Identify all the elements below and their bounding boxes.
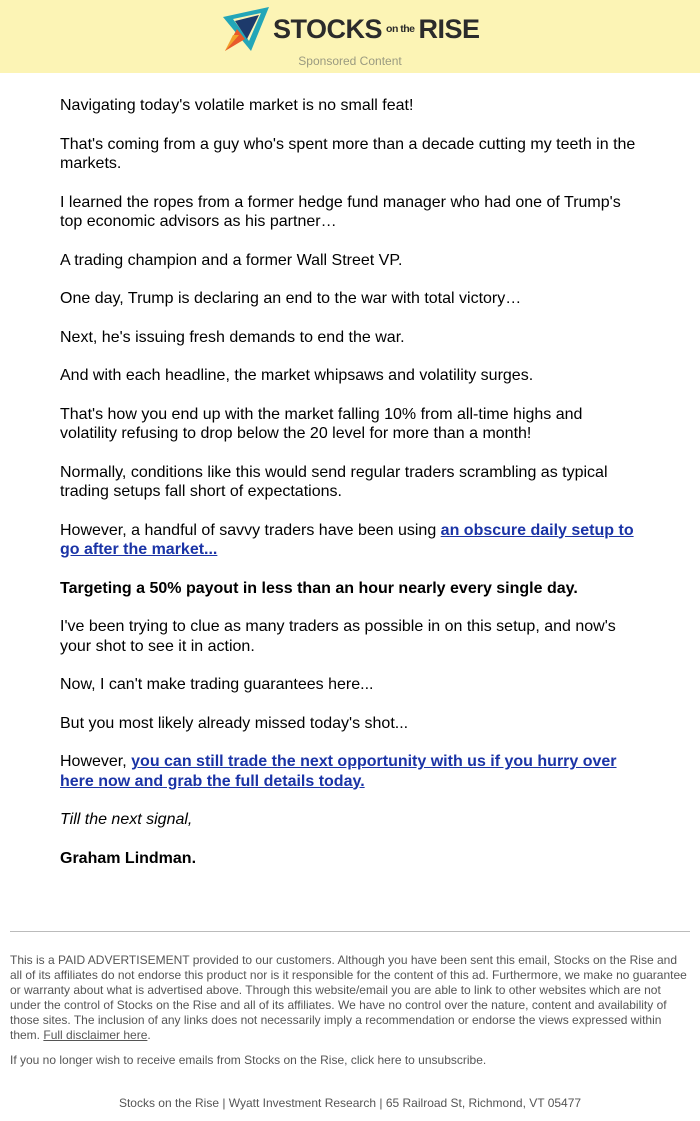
paragraph: That's coming from a guy who's spent more than a decade cutting my teeth in the markets. xyxy=(60,135,636,172)
signoff: Till the next signal, xyxy=(60,811,193,828)
paragraph-text: However, xyxy=(60,753,132,770)
paragraph: But you most likely already missed today's shot... xyxy=(60,714,409,732)
paragraph: A trading champion and a former Wall Street VP. xyxy=(60,251,403,269)
stocks-on-the-rise-logo[interactable] xyxy=(221,5,483,53)
paragraph-with-link xyxy=(60,521,640,560)
footer-address: Stocks on the Rise | Wyatt Investment Research | 65 Railroad St, Richmond, VT 05477 xyxy=(118,1096,582,1110)
paragraph: And with each headline, the market whipsaws and volatility surges. xyxy=(60,367,534,384)
brand-stocks: STOCKS xyxy=(273,13,383,44)
brand-wordmark xyxy=(273,13,480,44)
obscure-setup-link[interactable]: an obscure daily setup to go after the market... xyxy=(60,521,634,558)
logo-mark-icon xyxy=(221,5,271,53)
paragraph-with-link xyxy=(60,752,640,791)
highlight-paragraph: Targeting a 50% payout in less than an hour nearly every single day. xyxy=(60,579,578,597)
signature: Graham Lindman. xyxy=(60,849,197,867)
paragraph-text: However, a handful of savvy traders have been using xyxy=(60,521,441,539)
paragraph: One day, Trump is declaring an end to the war with total victory… xyxy=(60,290,522,307)
paragraph: I've been trying to clue as many traders as possible in on this setup, and now's your shot to see it in action. xyxy=(60,618,616,655)
email-body xyxy=(60,96,640,887)
full-disclaimer-link[interactable]: Full disclaimer here xyxy=(43,1028,148,1042)
paragraph: That's how you end up with the market falling 10% from all-time highs and volatility refusing to drop below the 20 level for more than a month! xyxy=(60,405,583,442)
unsubscribe-text[interactable]: If you no longer wish to receive emails from Stocks on the Rise, click here to unsubscribe. xyxy=(10,1053,487,1067)
full-details-link[interactable]: you can still trade the next opportunity with us if you hurry over here now and grab the full details today. xyxy=(60,753,617,790)
sponsored-label: Sponsored Content xyxy=(298,54,402,68)
brand-rise: RISE xyxy=(418,13,480,44)
paragraph: Normally, conditions like this would send regular traders scrambling as typical trading setups fall short of expectations. xyxy=(60,463,608,500)
disclaimer-end: . xyxy=(147,1028,151,1042)
disclaimer-body: This is a PAID ADVERTISEMENT provided to our customers. Although you have been sent this email, Stocks on the Rise and all of its affiliates do not endorse this product nor is it responsible for the content of this ad. Furthermore, we make no guarantee or warranty about what is advertised above. Through this website/email you are able to link to other websites which are not under the control of Stocks on the Rise and all of its affiliates. We have no control over the nature, content and availability of those sites. The inclusion of any links does not necessarily imply a recommendation or endorse the views expressed within them. xyxy=(10,953,687,1042)
paragraph: I learned the ropes from a former hedge fund manager who had one of Trump's top economic advisors as his partner… xyxy=(60,193,621,230)
disclaimer-text xyxy=(10,953,690,1043)
paragraph: Navigating today's volatile market is no small feat! xyxy=(60,97,414,114)
footer-divider xyxy=(10,931,690,932)
email-header xyxy=(0,0,700,73)
brand-on-the: on the xyxy=(386,23,415,35)
paragraph: Now, I can't make trading guarantees here... xyxy=(60,676,374,693)
paragraph: Next, he's issuing fresh demands to end the war. xyxy=(60,328,405,346)
